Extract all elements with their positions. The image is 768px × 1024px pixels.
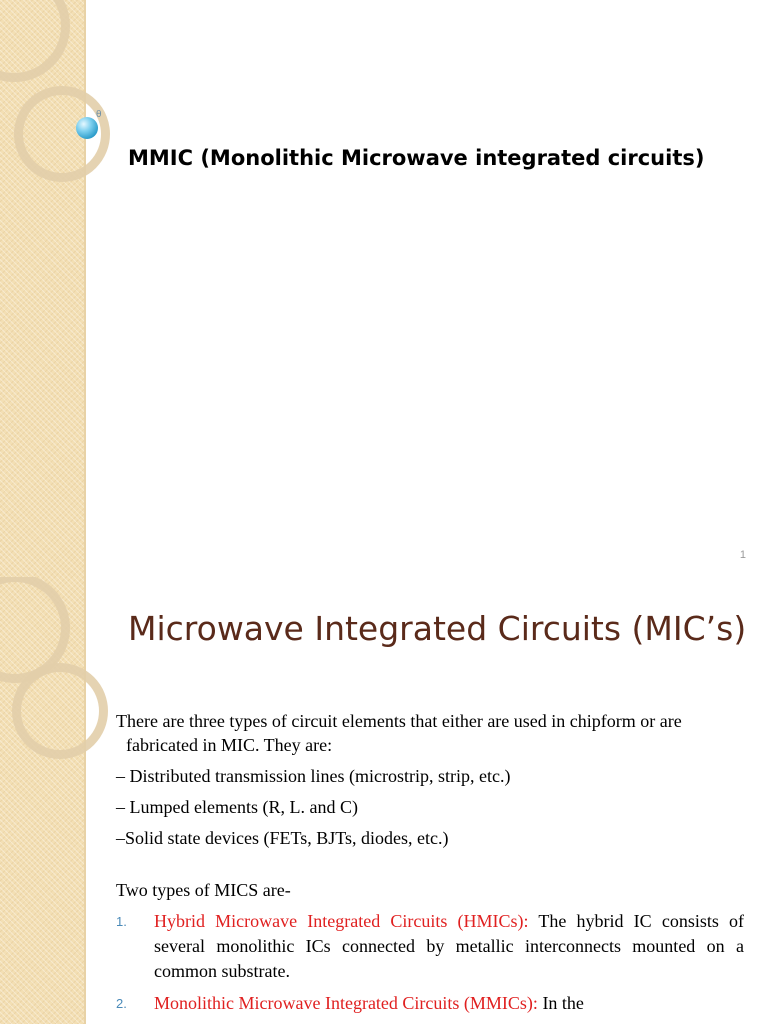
slide-title: MMIC (Monolithic Microwave integrated circuits) [128, 146, 705, 170]
band-edge [84, 577, 86, 1024]
decorative-ring [12, 663, 108, 759]
slide-body [116, 709, 744, 1023]
list-item [116, 909, 744, 984]
type-description: In the [537, 993, 584, 1013]
type-term: Monolithic Microwave Integrated Circuits (MMICs): [154, 993, 538, 1013]
slide-title: Microwave Integrated Circuits (MIC’s) [128, 609, 747, 648]
page-number: 1 [739, 549, 746, 561]
types-heading: Two types of MICS are- [116, 880, 291, 900]
type-description: The hybrid IC consists of several monolithic ICs connected by metallic interconnects mounted on a common substrate. [154, 911, 744, 981]
element-item: – Distributed transmission lines (microstrip, strip, etc.) [116, 766, 511, 786]
element-item: –Solid state devices (FETs, BJTs, diodes, etc.) [116, 828, 449, 848]
element-item: – Lumped elements (R, L. and C) [116, 797, 358, 817]
slide-2 [0, 577, 768, 1024]
spacer [116, 857, 744, 878]
mic-types-list [116, 909, 744, 1016]
band-edge [84, 0, 86, 577]
list-number: 2. [116, 996, 127, 1011]
list-number: 1. [116, 914, 127, 929]
type-term: Hybrid Microwave Integrated Circuits (HMICs): [154, 911, 529, 931]
orb-mark: θ [96, 110, 102, 120]
intro-text: There are three types of circuit elements that either are used in chipform or are fabricated in MIC. They are: [116, 711, 682, 755]
list-item [116, 991, 744, 1016]
orb-icon [76, 117, 98, 139]
